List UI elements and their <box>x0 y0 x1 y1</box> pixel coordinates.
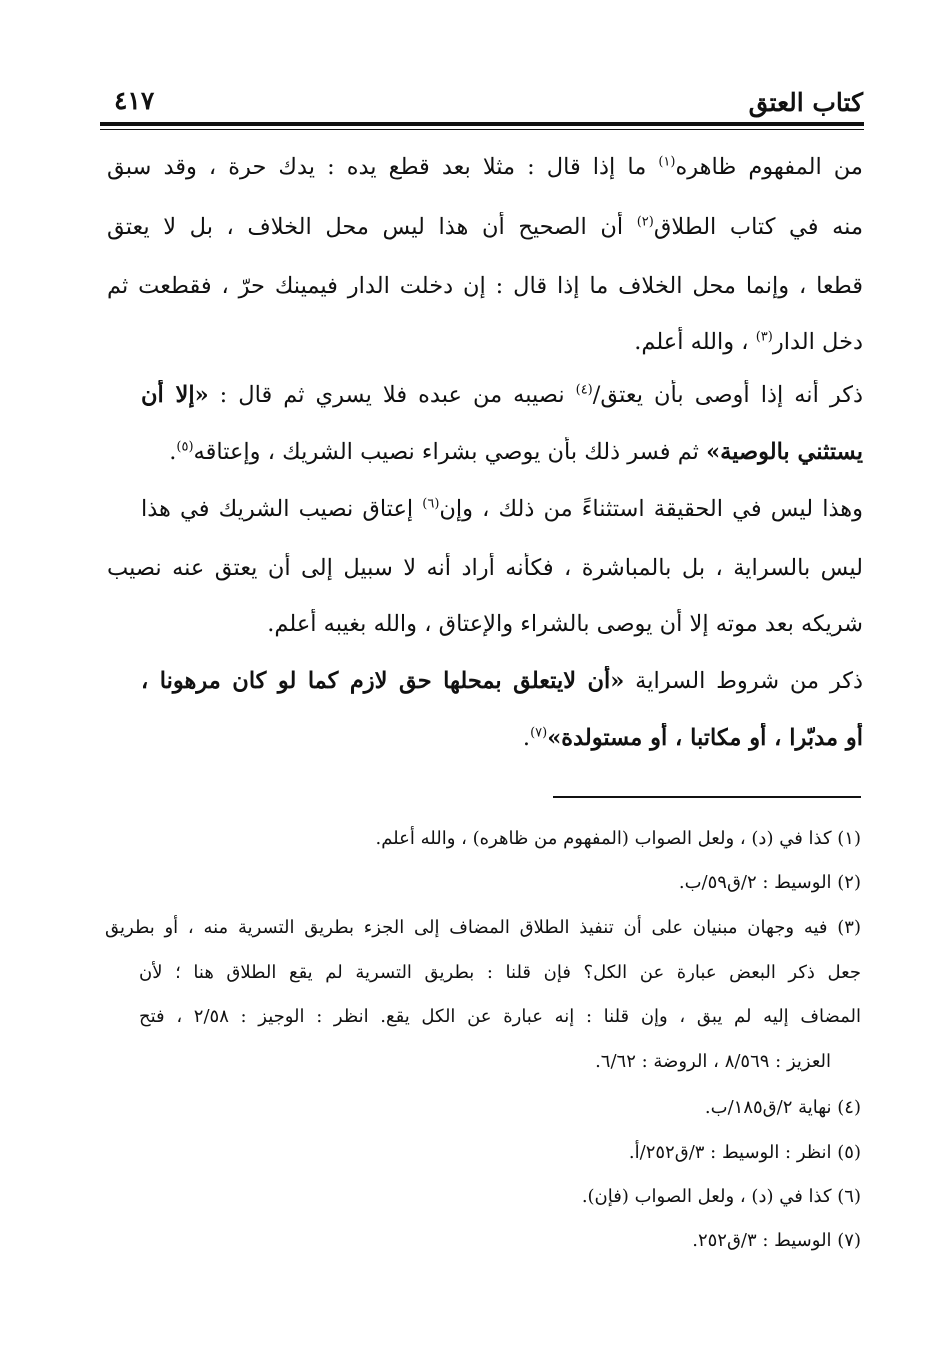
footnote-ref: (٥) <box>176 439 194 455</box>
page-number: ٤١٧ <box>114 86 155 115</box>
footnote-ref: (١) <box>658 154 676 170</box>
footnote: (١) كذا في (د) ، ولعل الصواب (المفهوم من ظاهره) ، والله أعلم. <box>375 828 861 849</box>
text-run: إعتاق نصيب الشريك في هذا <box>141 496 423 522</box>
text-run: وهذا ليس في الحقيقة استثناءً من ذلك ، وإن <box>439 496 863 522</box>
quoted-text: «إلا أن <box>141 382 209 408</box>
text-run: . <box>169 439 177 465</box>
text-run: ، والله أعلم. <box>634 329 756 355</box>
body-line: ليس بالسراية ، بل بالمباشرة ، فكأنه أراد أنه لا سبيل إلى أن يعتق عنه نصيب <box>107 555 863 581</box>
footnote-continuation: المضاف إليه لم يبق ، وإن قلنا : إنه عبارة عن الكل يقع. انظر : الوجيز : ٢/٥٨ ، فتح <box>139 1006 861 1027</box>
text-run: ثم فسر ذلك بأن يوصي بشراء نصيب الشريك ، وإعتاقه <box>193 439 707 465</box>
footnote: (٣) فيه وجهان مبنيان على أن تنفيذ الطلاق المضاف إلى الجزء بطريق التسرية منه ، أو بطريق <box>105 917 861 938</box>
footnote: (٢) الوسيط : ٢/ق٥٩/ب. <box>678 872 861 893</box>
text-run: ذكر من شروط السراية <box>624 668 863 694</box>
body-line <box>107 212 863 244</box>
footnote: (٦) كذا في (د) ، ولعل الصواب (فإن). <box>581 1186 861 1207</box>
body-line: قطعا ، وإنما محل الخلاف ما إذا قال : إن دخلت الدار فيمينك حرّ ، فقطعت ثم <box>107 273 863 299</box>
quoted-text: يستثني بالوصية» <box>706 439 863 465</box>
text-run: دخل الدار <box>772 329 863 355</box>
body-line <box>107 723 863 755</box>
footnote-ref: (٤) <box>575 382 593 398</box>
text-run: نصيبه من عبده فلا يسري ثم قال : <box>208 382 576 408</box>
header-rule-thick <box>100 122 864 126</box>
text-run: أن الصحيح أن هذا ليس محل الخلاف ، بل لا يعتق <box>107 214 637 240</box>
footnote-continuation: جعل ذكر البعض عبارة عن الكل؟ فإن قلنا : بطريق التسرية لم يقع الطلاق هنا ؛ لأن <box>139 962 861 983</box>
footnote-separator <box>553 796 861 798</box>
footnote-ref: (٢) <box>636 214 654 230</box>
text-run: من المفهوم ظاهره <box>675 154 863 180</box>
running-header-title: كتاب العتق <box>748 88 863 117</box>
body-line <box>141 380 863 412</box>
footnote: (٧) الوسيط : ٣/ق٢٥٢. <box>692 1230 861 1251</box>
footnote-ref: (٧) <box>530 725 548 741</box>
header-rule-thin <box>100 129 864 130</box>
text-run: . <box>522 725 531 751</box>
text-run: ذكر أنه إذا أوصى بأن يعتق/ <box>592 382 863 408</box>
body-line: شريكه بعد موته إلا أن يوصى بالشراء والإعتاق ، والله بغيبه أعلم. <box>267 611 863 637</box>
body-line <box>141 666 863 698</box>
body-line <box>107 327 863 359</box>
footnote-ref: (٦) <box>422 496 440 512</box>
footnote: (٤) نهاية ٢/ق١٨٥/ب. <box>704 1097 861 1118</box>
body-line <box>107 437 863 469</box>
text-run: ما إذا قال : مثلا بعد قطع يده : يدك حرة ، وقد سبق <box>107 154 659 180</box>
body-line <box>141 494 863 526</box>
quoted-text: أو مدبّرا ، أو مكاتبا ، أو مستولدة» <box>547 725 863 751</box>
body-line <box>107 152 863 184</box>
footnote-ref: (٣) <box>755 329 773 345</box>
footnote: (٥) انظر : الوسيط : ٣/ق٢٥٢/أ. <box>628 1142 861 1163</box>
text-run: منه في كتاب الطلاق <box>653 214 863 240</box>
footnote-continuation: العزيز : ٨/٥٦٩ ، الروضة : ٦/٦٢. <box>595 1051 831 1072</box>
quoted-text: «أن لايتعلق بمحلها حق لازم كما لو كان مرهونا ، <box>141 668 625 694</box>
